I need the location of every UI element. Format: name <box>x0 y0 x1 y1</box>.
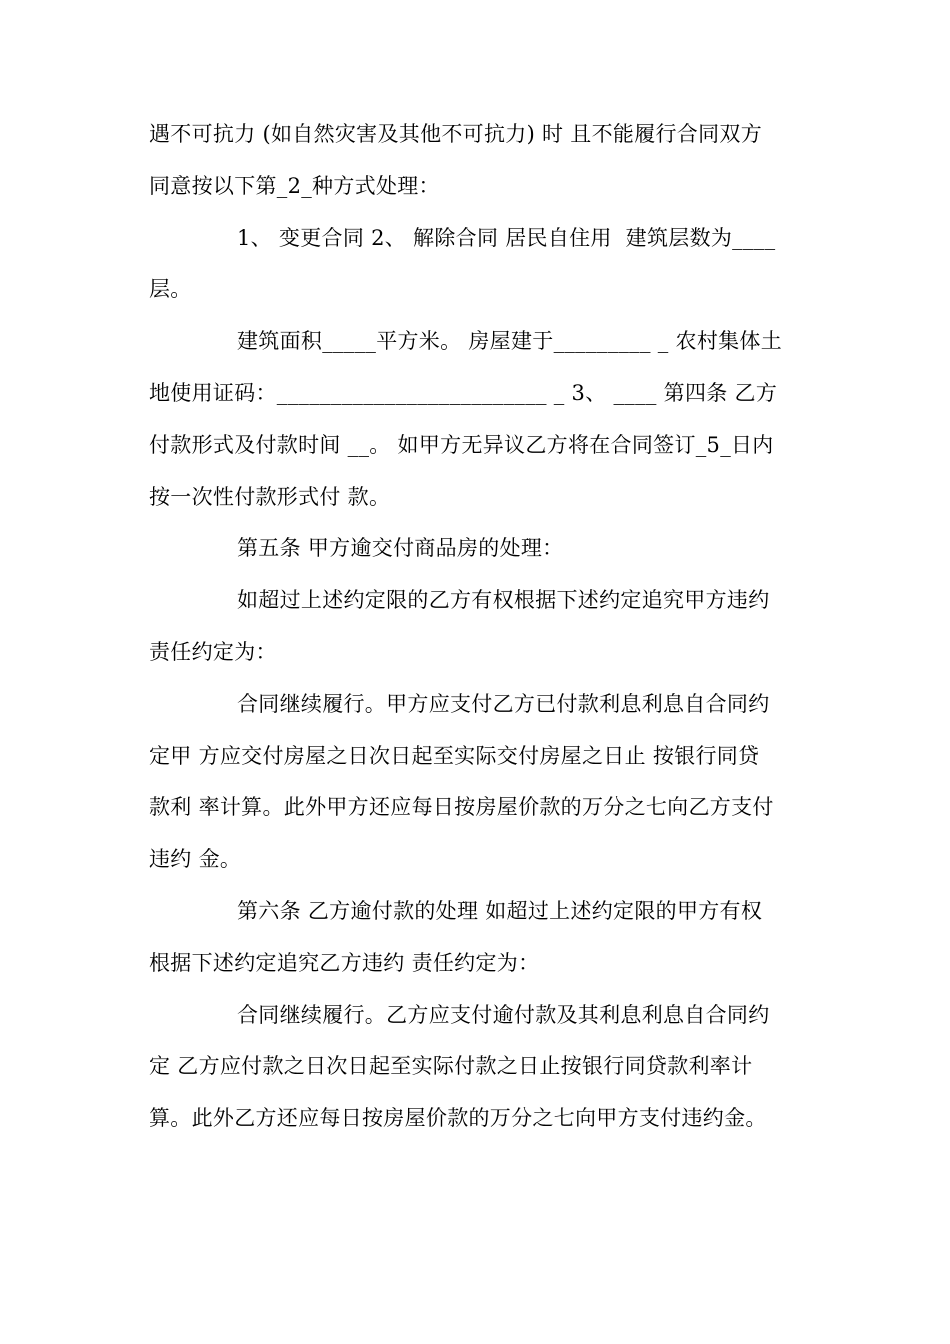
text-line: 根据下述约定追究乙方违约 责任约定为： <box>149 950 540 975</box>
text-line: 定 乙方应付款之日次日起至实际付款之日止按银行同贷款利率计 <box>149 1054 753 1079</box>
text-line: 按一次性付款形式付 款。 <box>149 484 391 509</box>
text-line: 款利 率计算。此外甲方还应每日按房屋价款的万分之七向乙方支付 <box>149 795 774 820</box>
text-line: 层。 <box>149 277 192 302</box>
text-line: 算。此外乙方还应每日按房屋价款的万分之七向甲方支付违约金。 <box>149 1106 767 1131</box>
text-line: 1、 变更合同 2、 解除合同 居民自住用 建筑层数为____ <box>237 225 776 250</box>
text-line: 遇不可抗力 (如自然灾害及其他不可抗力) 时 且不能履行合同双方 <box>149 122 763 146</box>
text-line: 违约 金。 <box>149 847 242 872</box>
section-heading-6: 第六条 乙方逾付款的处理 如超过上述约定限的甲方有权 <box>237 898 763 923</box>
section-heading-5: 第五条 甲方逾交付商品房的处理： <box>237 536 564 561</box>
document-body <box>149 109 809 1145</box>
text-line: 地使用证码：_________________________ _ 3、 ____ 第四条 乙方 <box>149 380 778 405</box>
text-line: 定甲 方应交付房屋之日次日起至实际交付房屋之日止 按银行同贷 <box>149 743 760 768</box>
text-line: 责任约定为： <box>149 639 277 664</box>
text-line: 同意按以下第_2_种方式处理： <box>149 173 440 198</box>
text-line: 合同继续履行。乙方应支付逾付款及其利息利息自合同约 <box>237 1002 770 1027</box>
text-line: 合同继续履行。甲方应支付乙方已付款利息利息自合同约 <box>237 691 770 716</box>
text-line: 付款形式及付款时间 __。 如甲方无异议乙方将在合同签订_5_日内 <box>149 432 774 457</box>
text-line: 建筑面积_____平方米。 房屋建于_________ _ 农村集体土 <box>237 329 783 354</box>
text-line: 如超过上述约定限的乙方有权根据下述约定追究甲方违约 <box>237 588 770 613</box>
